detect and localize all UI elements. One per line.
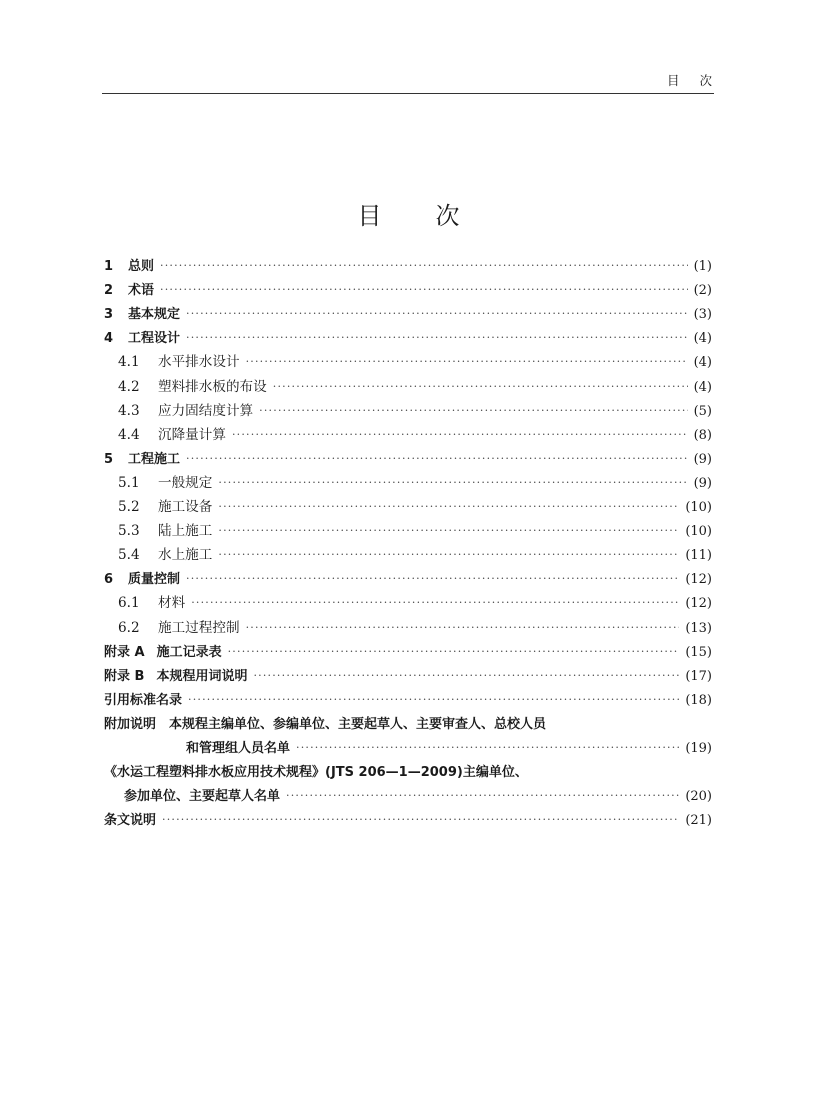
- toc-page: (4): [693, 355, 712, 371]
- running-header: [102, 60, 732, 94]
- toc-entry-cited-standards[interactable]: [104, 684, 712, 708]
- table-of-contents: [104, 250, 712, 828]
- toc-leader: [253, 670, 679, 684]
- toc-page: (12): [685, 596, 712, 612]
- toc-title: 施工过程控制: [158, 619, 240, 636]
- toc-leader: [218, 549, 679, 563]
- toc-number: 1: [104, 259, 114, 275]
- toc-page: (12): [685, 572, 712, 588]
- toc-title: 条文说明: [104, 813, 157, 829]
- toc-page: (5): [693, 403, 712, 419]
- toc-entry-article-explanation[interactable]: [104, 804, 712, 828]
- toc-entry-section-6-2[interactable]: [104, 611, 712, 635]
- toc-title-continued: 和管理组人员名单: [186, 740, 291, 756]
- toc-page: (9): [693, 475, 712, 491]
- toc-number: 4.4: [118, 426, 140, 443]
- toc-page: (11): [685, 548, 712, 564]
- toc-leader: [218, 525, 679, 539]
- toc-title: 施工记录表: [156, 644, 222, 660]
- toc-entry-section-5-1[interactable]: [104, 467, 712, 491]
- toc-leader: [162, 814, 679, 828]
- toc-entry-additional-notes-line1[interactable]: [104, 708, 712, 732]
- toc-entry-appendix-b[interactable]: [104, 660, 712, 684]
- toc-leader: [186, 308, 688, 322]
- toc-title: 材料: [158, 595, 186, 612]
- toc-number: 2: [104, 283, 114, 299]
- toc-entry-section-5-4[interactable]: [104, 539, 712, 563]
- toc-entry-section-4-1[interactable]: [104, 346, 712, 370]
- toc-entry-additional-notes-line2[interactable]: [104, 732, 712, 756]
- toc-leader: [286, 790, 679, 804]
- toc-title: 总则: [128, 259, 155, 275]
- toc-entry-chapter-2[interactable]: [104, 274, 712, 298]
- toc-entry-previous-edition-line1[interactable]: [104, 756, 712, 780]
- toc-number: 6.1: [118, 595, 140, 612]
- toc-title-continued: 参加单位、主要起草人名单: [124, 789, 281, 805]
- page-title: 目次: [357, 202, 514, 230]
- toc-title: 质量控制: [128, 572, 181, 588]
- toc-number: 5.4: [118, 547, 140, 564]
- toc-title: 应力固结度计算: [158, 402, 254, 419]
- toc-leader: [259, 405, 687, 419]
- toc-page: (10): [685, 524, 712, 540]
- toc-entry-appendix-a[interactable]: [104, 636, 712, 660]
- toc-title: 沉降量计算: [158, 426, 226, 443]
- toc-page: (1): [693, 259, 712, 275]
- toc-title: 一般规定: [158, 474, 213, 491]
- toc-number: 6.2: [118, 619, 140, 636]
- toc-title: 工程设计: [128, 331, 181, 347]
- toc-leader: [246, 622, 680, 636]
- toc-entry-previous-edition-line2[interactable]: [104, 780, 712, 804]
- toc-leader: [191, 597, 679, 611]
- toc-page: (9): [693, 451, 712, 467]
- toc-page: (4): [693, 331, 712, 347]
- toc-title: 引用标准名录: [104, 692, 183, 708]
- toc-title: 《水运工程塑料排水板应用技术规程》(JTS 206—1—2009)主编单位、: [104, 765, 528, 781]
- toc-leader: [160, 260, 688, 274]
- toc-leader: [186, 332, 688, 346]
- toc-number: 5.3: [118, 523, 140, 540]
- toc-number: 4.2: [118, 378, 140, 395]
- running-title: 目次: [666, 73, 732, 88]
- toc-number: 附录 A: [104, 644, 145, 660]
- toc-entry-chapter-4[interactable]: [104, 322, 712, 346]
- toc-leader: [186, 453, 688, 467]
- toc-leader: [273, 381, 688, 395]
- toc-page: (13): [685, 620, 712, 636]
- toc-page: (15): [685, 644, 712, 660]
- toc-page: (2): [693, 283, 712, 299]
- toc-leader: [228, 646, 680, 660]
- toc-title: 基本规定: [128, 307, 181, 323]
- toc-entry-section-4-2[interactable]: [104, 370, 712, 394]
- toc-page: (20): [685, 789, 712, 805]
- toc-number: 6: [104, 572, 114, 588]
- toc-number: 4: [104, 331, 114, 347]
- toc-entry-chapter-1[interactable]: [104, 250, 712, 274]
- toc-number: 附录 B: [104, 668, 145, 684]
- toc-title: 水平排水设计: [158, 354, 240, 371]
- toc-entry-chapter-6[interactable]: [104, 563, 712, 587]
- toc-entry-section-5-3[interactable]: [104, 515, 712, 539]
- toc-title: 施工设备: [158, 499, 213, 516]
- toc-title: 本规程用词说明: [156, 668, 248, 684]
- toc-leader: [296, 742, 679, 756]
- toc-page: (10): [685, 500, 712, 516]
- toc-title: 术语: [128, 283, 155, 299]
- toc-leader: [188, 694, 679, 708]
- toc-entry-section-4-4[interactable]: [104, 419, 712, 443]
- toc-entry-chapter-5[interactable]: [104, 443, 712, 467]
- toc-leader: [160, 284, 688, 298]
- toc-page: (18): [685, 692, 712, 708]
- toc-title: 水上施工: [158, 547, 213, 564]
- toc-page: (21): [685, 813, 712, 829]
- toc-page: (8): [693, 427, 712, 443]
- toc-number: 3: [104, 307, 114, 323]
- toc-leader: [218, 477, 687, 491]
- toc-page: (3): [693, 307, 712, 323]
- toc-entry-section-6-1[interactable]: [104, 587, 712, 611]
- toc-entry-chapter-3[interactable]: [104, 298, 712, 322]
- toc-title: 工程施工: [128, 451, 181, 467]
- toc-title: 塑料排水板的布设: [158, 378, 267, 395]
- toc-title: 陆上施工: [158, 523, 213, 540]
- toc-leader: [232, 429, 688, 443]
- toc-entry-section-4-3[interactable]: [104, 395, 712, 419]
- toc-number: 5.2: [118, 499, 140, 516]
- toc-number: 4.3: [118, 402, 140, 419]
- toc-leader: [218, 501, 679, 515]
- toc-page: (4): [693, 379, 712, 395]
- toc-page: (17): [685, 668, 712, 684]
- toc-number: 5.1: [118, 474, 140, 491]
- toc-leader: [246, 356, 688, 370]
- toc-entry-section-5-2[interactable]: [104, 491, 712, 515]
- toc-number: 5: [104, 451, 114, 467]
- toc-page: (19): [685, 740, 712, 756]
- toc-number: 4.1: [118, 354, 140, 371]
- toc-leader: [186, 573, 679, 587]
- toc-title: 附加说明 本规程主编单位、参编单位、主要起草人、主要审查人、总校人员: [104, 716, 547, 732]
